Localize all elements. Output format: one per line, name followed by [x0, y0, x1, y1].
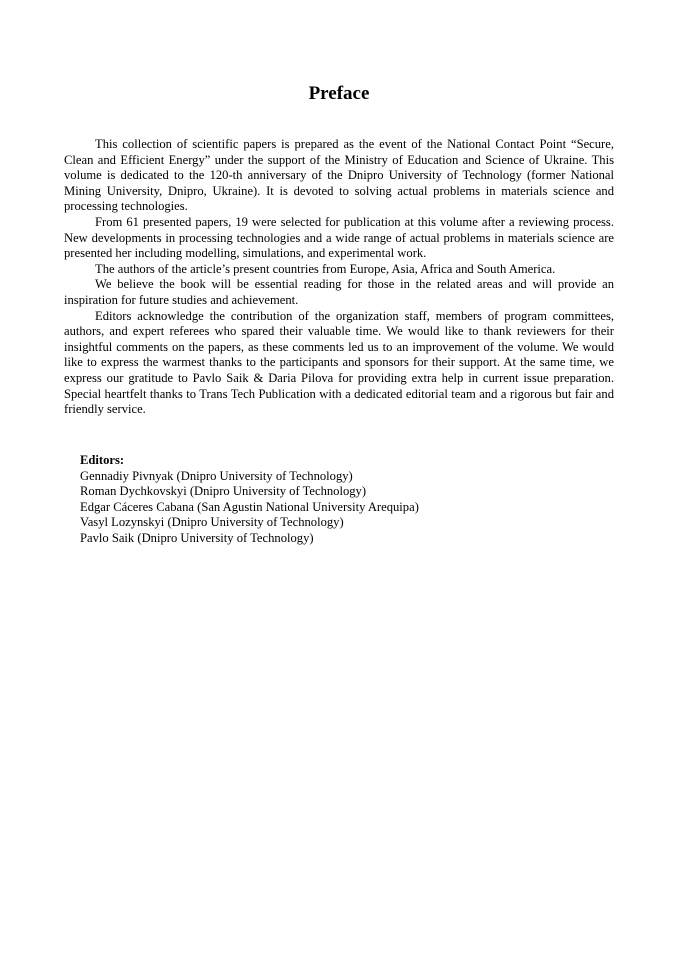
paragraph-selection: From 61 presented papers, 19 were selected for publication at this volume after a reviewing process. New developments in processing technologies and a wide range of actual problems in materials science are presented her including modelling, simulations, and experimental work.	[64, 214, 614, 261]
paragraph-intro: This collection of scientific papers is prepared as the event of the National Contact Point “Secure, Clean and Efficient Energy” under the support of the Ministry of Education and Science of Ukraine. This volume is dedicated to the 120-th anniversary of the Dnipro University of Technology (former National Mining University, Dnipro, Ukraine). It is devoted to solving actual problems in materials science and processing technologies.	[64, 137, 614, 214]
paragraph-acknowledgements: Editors acknowledge the contribution of the organization staff, members of program committees, authors, and expert referees who spared their valuable time. We would like to thank reviewers for their insightful comments on the papers, as these comments led us to an improvement of the volume. We would like to express the warmest thanks to the participants and sponsors for their support. At the same time, we express our gratitude to Pavlo Saik & Daria Pilova for providing extra help in current issue preparation. Special heartfelt thanks to Trans Tech Publication with a dedicated editorial team and a rigorous but fair and friendly service.	[64, 308, 614, 417]
editor-item: Vasyl Lozynskyi (Dnipro University of Technology)	[80, 515, 344, 530]
editor-item: Pavlo Saik (Dnipro University of Technology)	[80, 530, 314, 545]
editor-item: Edgar Cáceres Cabana (San Agustin National University Arequipa)	[80, 499, 419, 514]
editors-list	[80, 469, 600, 547]
page-title: Preface	[308, 83, 370, 104]
preface-body	[64, 137, 614, 418]
editors-heading: Editors:	[80, 453, 125, 467]
paragraph-belief: We believe the book will be essential reading for those in the related areas and will provide an inspiration for future studies and achievement.	[64, 277, 614, 307]
paragraph-authors: The authors of the article’s present countries from Europe, Asia, Africa and South America.	[95, 261, 556, 276]
editor-item: Gennadiy Pivnyak (Dnipro University of Technology)	[80, 468, 353, 483]
editor-item: Roman Dychkovskyi (Dnipro University of Technology)	[80, 484, 367, 499]
editors-section	[80, 453, 600, 547]
